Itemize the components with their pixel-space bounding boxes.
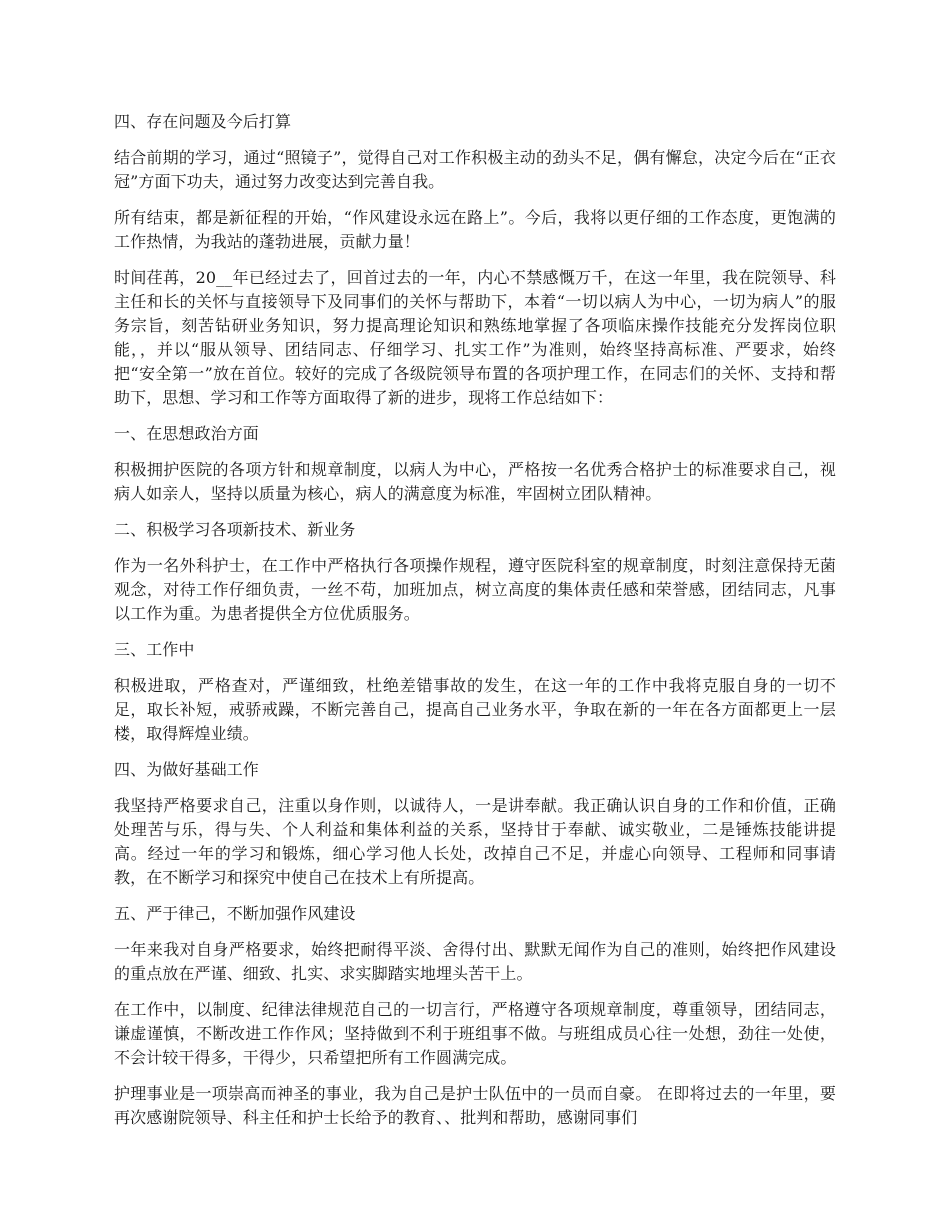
section-heading: 四、为做好基础工作 — [114, 760, 259, 779]
paragraph: 在工作中，以制度、纪律法律规范自己的一切言行，严格遵守各项规章制度，尊重领导，团结同志，谦虚谨慎，不断改进工作作风；坚持做到不利于班组事不做。与班组成员心往一处想，劲往一处使，不会计较干得多，干得少，只希望把所有工作圆满完成。 — [114, 1000, 836, 1067]
paragraph: 一年来我对自身严格要求，始终把耐得平淡、舍得付出、默默无闻作为自己的准则，始终把作风建设的重点放在严谨、细致、扎实、求实脚踏实地埋头苦干上。 — [114, 940, 836, 983]
paragraph: 结合前期的学习，通过“照镜子”，觉得自己对工作积极主动的劲头不足，偶有懈怠，决定今后在“正衣冠”方面下功夫，通过努力改变达到完善自我。 — [114, 148, 836, 191]
paragraph: 我坚持严格要求自己，注重以身作则，以诚待人，一是讲奉献。我正确认识自身的工作和价值，正确处理苦与乐，得与失、个人利益和集体利益的关系，坚持甘于奉献、诚实敬业，二是锤炼技能讲提高。经过一年的学习和锻炼，细心学习他人长处，改掉自己不足，并虚心向领导、工程师和同事请教，在不断学习和探究中使自己在技术上有所提高。 — [114, 796, 836, 887]
section-heading: 二、积极学习各项新技术、新业务 — [114, 520, 356, 539]
section-heading: 四、存在问题及今后打算 — [114, 112, 292, 131]
paragraph: 积极拥护医院的各项方针和规章制度，以病人为中心，严格按一名优秀合格护士的标准要求自己，视病人如亲人，坚持以质量为核心，病人的满意度为标准，牢固树立团队精神。 — [114, 460, 836, 503]
paragraph: 所有结束，都是新征程的开始，“作风建设永远在路上”。今后，我将以更仔细的工作态度，更饱满的工作热情，为我站的蓬勃进展，贡献力量！ — [114, 208, 836, 251]
document-page — [114, 110, 836, 1142]
paragraph: 作为一名外科护士，在工作中严格执行各项操作规程，遵守医院科室的规章制度，时刻注意保持无菌观念，对待工作仔细负责，一丝不苟，加班加点，树立高度的集体责任感和荣誉感，团结同志，凡事以工作为重。为患者提供全方位优质服务。 — [114, 556, 836, 623]
paragraph: 护理事业是一项崇高而神圣的事业，我为自己是护士队伍中的一员而自豪。 在即将过去的一年里，要再次感谢院领导、科主任和护士长给予的教育、、批判和帮助，感谢同事们 — [114, 1084, 836, 1127]
paragraph: 积极进取，严格查对，严谨细致，杜绝差错事故的发生，在这一年的工作中我将克服自身的一切不足，取长补短，戒骄戒躁，不断完善自己，提高自己业务水平，争取在新的一年在各方面都更上一层楼，取得辉煌业绩。 — [114, 676, 836, 743]
section-heading: 五、严于律己，不断加强作风建设 — [114, 904, 356, 923]
section-heading: 三、工作中 — [114, 640, 195, 659]
section-heading: 一、在思想政治方面 — [114, 424, 259, 443]
paragraph: 时间荏苒，20__年已经过去了，回首过去的一年，内心不禁感慨万千，在这一年里，我在院领导、科主任和长的关怀与直接领导下及同事们的关怀与帮助下，本着“一切以病人为中心，一切为病人”的服务宗旨，刻苦钻研业务知识，努力提高理论知识和熟练地掌握了各项临床操作技能充分发挥岗位职能，，并以“服从领导、团结同志、仔细学习、扎实工作”为准则，始终坚持高标准、严要求，始终把“安全第一”放在首位。较好的完成了各级院领导布置的各项护理工作，在同志们的关怀、支持和帮助下，思想、学习和工作等方面取得了新的进步，现将工作总结如下： — [114, 268, 836, 407]
